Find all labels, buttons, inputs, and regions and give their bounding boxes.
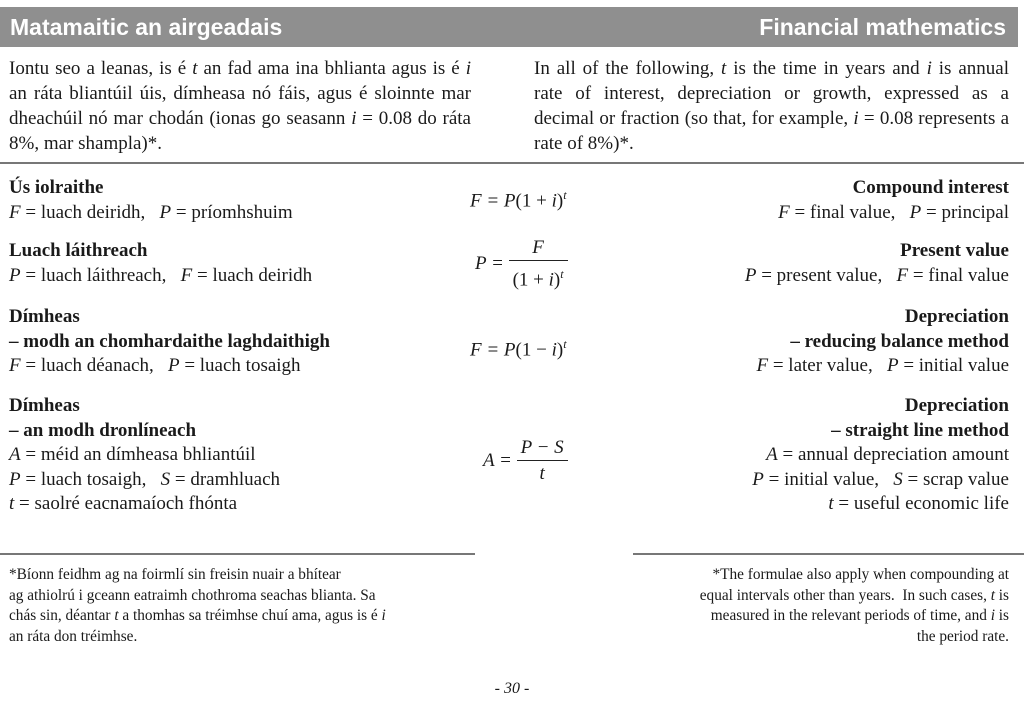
definition: F = later value, P = initial value [756,355,1009,376]
definition: A = annual depreciation amount [766,444,1009,465]
footnote-rule-left [0,553,475,555]
section-title: Present value [900,240,1009,261]
section-subtitle: – an modh dronlíneach [9,419,197,441]
section-subtitle: – reducing balance method [790,330,1009,352]
section-reducing-balance-english [756,305,1009,379]
section-compound-interest-english [778,176,1009,225]
section-reducing-balance-irish [9,305,330,379]
title-english: Financial mathematics [759,14,1006,40]
intro-english: In all of the following, t is the time in years and i is annual rate of interest, depreciation or growth, expressed as a decimal or fraction (so that, for example, i = 0.08 represents a rate of 8%)*. [534,58,1009,154]
definition: t = saolré eacnamaíoch fhónta [9,493,238,514]
section-title: Luach láithreach [9,240,148,261]
definition: t = useful economic life [828,493,1009,514]
definition: A = méid an dímheasa bhliantúil [9,444,256,465]
definition: F = luach déanach, P = luach tosaigh [9,355,301,376]
definition: F = luach deiridh, P = príomhshuim [9,201,293,223]
section-title: Compound interest [852,177,1009,198]
section-subtitle: – modh an chomhardaithe laghdaithigh [9,330,330,352]
intro-irish: Iontu seo a leanas, is é t an fad ama ina bhlianta agus is é i an ráta bliantúil úis, dímheasa nó fáis, agus é sloinnte mar dheachúil nó mar chodán (ionas go seasann i = 0.08 do ráta 8%, mar shampla)*. [9,58,471,154]
section-title: Dímheas [9,306,80,327]
definition: P = luach tosaigh, S = dramhluach [9,468,281,490]
section-present-value-english [745,239,1009,288]
section-compound-interest-irish [9,176,293,225]
section-subtitle: – straight line method [831,419,1009,441]
section-present-value-irish [9,239,312,288]
formula-compound-interest: $F = P(1 + i)^t$ [470,188,567,212]
section-straight-line-english [752,394,1009,517]
formula-straight-line: A = $\frac{P - S}{t}$ [483,436,568,487]
section-title: Depreciation [904,395,1009,416]
definition: F = final value, P = principal [778,201,1009,223]
section-title: Depreciation [904,306,1009,327]
definition: P = initial value, S = scrap value [752,468,1009,490]
section-title: Dímheas [9,395,80,416]
header-bar [0,7,1018,47]
footnote-english: *The formulae also apply when compounding at equal intervals other than years. In such cases, t is measured in the relevant periods of time, and i is the period rate. [699,566,1009,645]
divider [0,162,1024,164]
definition: P = present value, F = final value [744,264,1009,286]
section-title: Ús iolraithe [9,177,104,198]
section-straight-line-irish [9,394,280,517]
formula-present-value: P = $\frac{F}{(1 + i)^t}$ [475,236,568,293]
definition: P = luach láithreach, F = luach deiridh [9,264,313,286]
title-irish: Matamaitic an airgeadais [10,14,283,40]
footnote-rule-right [633,553,1024,555]
page-number: - 30 - [494,680,530,697]
footnote-irish: *Bíonn feidhm ag na foirmlí sin freisin nuair a bhítear ag athiolrú i gceann eatraimh chothroma seachas blianta. Sa chás sin, déantar t a thomhas sa tréimhse chuí ama, agus is é i an ráta don tréimhse. [9,566,386,645]
formula-reducing-balance: $F = P(1 - i)^t$ [470,337,567,361]
